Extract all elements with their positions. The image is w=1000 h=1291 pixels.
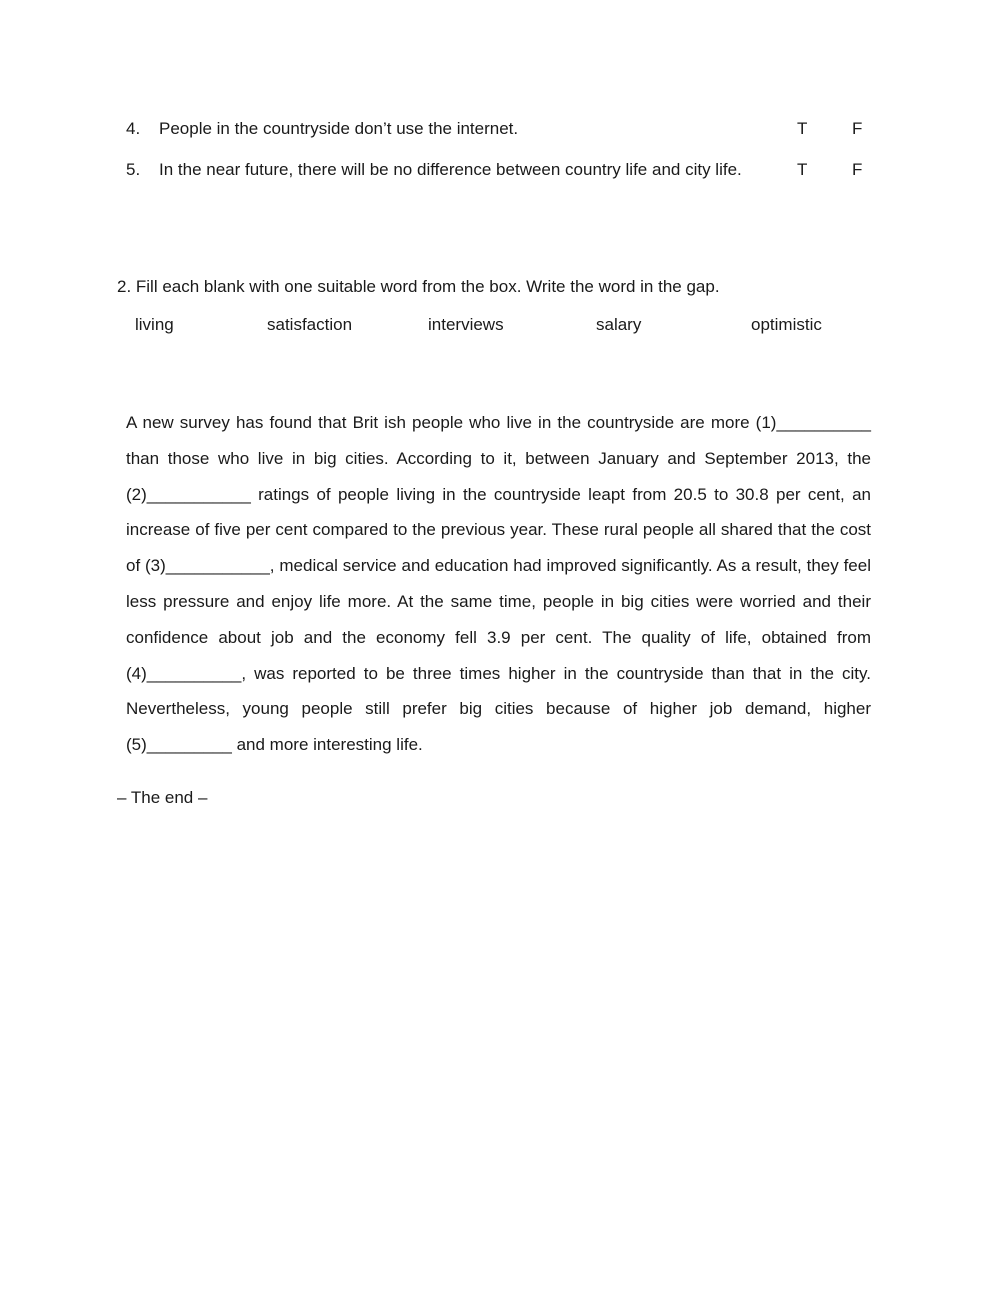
true-option[interactable]: T: [797, 160, 808, 179]
true-option[interactable]: T: [797, 119, 808, 138]
question-number: 4.: [126, 119, 141, 138]
end-marker: – The end –: [117, 788, 208, 807]
false-option[interactable]: F: [852, 119, 863, 138]
gap-fill-passage: A new survey has found that Brit ish people who live in the countryside are more (1)__________ than those who live in big cities. According to it, between January and September 2013, the (2)___________ ratings of people living in the countryside leapt from 20.5 to 30.8 per cent, an increase of five per cent compared to the previous year. These rural people all shared that the cost of (3)___________, medical service and education had improved significantly. As a result, they feel less pressure and enjoy life more. At the same time, people in big cities were worried and their confidence about job and the economy fell 3.9 per cent. The quality of life, obtained from (4)__________, was reported to be three times higher in the countryside than that in the city. Nevertheless, young people still prefer big cities because of higher job demand, higher (5)_________ and more interesting life.: [126, 413, 871, 755]
question-text: People in the countryside don’t use the internet.: [159, 119, 519, 138]
word-salary: salary: [596, 315, 642, 334]
question-text: In the near future, there will be no difference between country life and city life.: [159, 160, 742, 179]
word-optimistic: optimistic: [751, 315, 822, 334]
word-box: [135, 313, 875, 339]
word-living: living: [135, 315, 174, 334]
word-interviews: interviews: [428, 315, 504, 334]
word-satisfaction: satisfaction: [267, 315, 353, 334]
question-number: 5.: [126, 160, 141, 179]
exercise-instruction: 2. Fill each blank with one suitable word from the box. Write the word in the gap.: [117, 277, 720, 296]
false-option[interactable]: F: [852, 160, 863, 179]
